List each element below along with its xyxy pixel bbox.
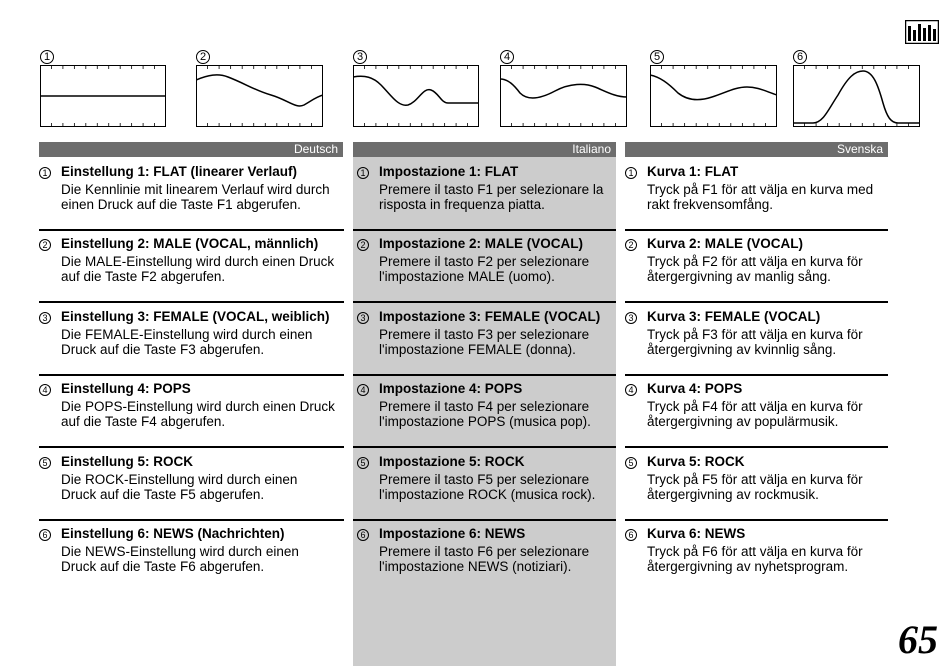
entry-separator	[39, 229, 344, 231]
entry-separator	[625, 446, 888, 448]
description-line: Premere il tasto F6 per selezionare	[379, 544, 590, 559]
entry-description	[647, 399, 863, 429]
entry-title: Impostazione 4: POPS	[379, 381, 523, 396]
entry-description	[379, 182, 603, 212]
male-curve-graph	[196, 65, 323, 127]
language-header-italiano: Italiano	[353, 142, 616, 157]
description-line: Tryck på F6 för att välja en kurva för	[647, 544, 863, 559]
description-line: återgergivning av kvinnlig sång.	[647, 342, 837, 357]
entry-separator	[625, 301, 888, 303]
entry-title: Impostazione 1: FLAT	[379, 164, 519, 179]
curve-number: 1	[40, 50, 54, 64]
entry-number: 5	[39, 457, 51, 469]
description-line: Tryck på F2 för att välja en kurva för	[647, 254, 863, 269]
curve-number: 2	[196, 50, 210, 64]
entry-description	[379, 327, 589, 357]
entry-separator	[353, 519, 616, 521]
female-curve-graph	[353, 65, 479, 127]
entry-number: 3	[357, 312, 369, 324]
entry-description	[647, 182, 873, 212]
curve-number: 4	[500, 50, 514, 64]
description-line: Die POPS-Einstellung wird durch einen Druck	[61, 399, 335, 414]
entry-title: Impostazione 2: MALE (VOCAL)	[379, 236, 584, 251]
entry-number: 2	[357, 239, 369, 251]
entry-description	[61, 544, 299, 574]
description-line: Druck auf die Taste F3 abgerufen.	[61, 342, 265, 357]
description-line: Premere il tasto F1 per selezionare la	[379, 182, 604, 197]
entry-title: Impostazione 5: ROCK	[379, 454, 525, 469]
entry-separator	[625, 229, 888, 231]
description-line: Die NEWS-Einstellung wird durch einen	[61, 544, 299, 559]
description-line: Druck auf die Taste F6 abgerufen.	[61, 559, 265, 574]
entry-title: Einstellung 2: MALE (VOCAL, männlich)	[61, 236, 319, 251]
entry-separator	[353, 446, 616, 448]
pops-curve-graph	[500, 65, 627, 127]
description-line: l'impostazione POPS (musica pop).	[379, 414, 591, 429]
entry-separator	[39, 374, 344, 376]
entry-title: Kurva 6: NEWS	[647, 526, 746, 541]
entry-separator	[353, 374, 616, 376]
entry-title: Kurva 2: MALE (VOCAL)	[647, 236, 804, 251]
entry-title: Kurva 1: FLAT	[647, 164, 739, 179]
description-line: Tryck på F1 för att välja en kurva med	[647, 182, 874, 197]
news-curve-graph	[793, 65, 920, 127]
entry-title: Einstellung 5: ROCK	[61, 454, 194, 469]
entry-separator	[39, 301, 344, 303]
entry-description	[61, 399, 335, 429]
entry-title: Einstellung 1: FLAT (linearer Verlauf)	[61, 164, 298, 179]
entry-title: Impostazione 6: NEWS	[379, 526, 526, 541]
entry-title: Einstellung 3: FEMALE (VOCAL, weiblich)	[61, 309, 330, 324]
entry-description	[379, 254, 589, 284]
description-line: Druck auf die Taste F5 abgerufen.	[61, 487, 265, 502]
entry-separator	[39, 446, 344, 448]
entry-separator	[39, 519, 344, 521]
description-line: l'impostazione ROCK (musica rock).	[379, 487, 596, 502]
entry-number: 4	[625, 384, 637, 396]
entry-number: 5	[357, 457, 369, 469]
entry-title: Einstellung 6: NEWS (Nachrichten)	[61, 526, 285, 541]
description-line: Tryck på F5 för att välja en kurva för	[647, 472, 863, 487]
curve-number: 5	[650, 50, 664, 64]
description-line: Premere il tasto F5 per selezionare	[379, 472, 590, 487]
entry-number: 6	[625, 529, 637, 541]
entry-number: 5	[625, 457, 637, 469]
description-line: Premere il tasto F2 per selezionare	[379, 254, 590, 269]
entry-number: 2	[625, 239, 637, 251]
entry-description	[647, 544, 863, 574]
description-line: Die FEMALE-Einstellung wird durch einen	[61, 327, 313, 342]
language-header-svenska: Svenska	[625, 142, 888, 157]
entry-number: 3	[39, 312, 51, 324]
curve-number: 6	[793, 50, 807, 64]
entry-title: Kurva 3: FEMALE (VOCAL)	[647, 309, 821, 324]
entry-description	[647, 327, 863, 357]
entry-description	[379, 544, 589, 574]
description-line: risposta in frequenza piatta.	[379, 197, 545, 212]
entry-number: 6	[357, 529, 369, 541]
description-line: Tryck på F3 för att välja en kurva för	[647, 327, 863, 342]
entry-number: 4	[357, 384, 369, 396]
description-line: l'impostazione FEMALE (donna).	[379, 342, 576, 357]
flat-curve-graph	[40, 65, 166, 127]
curve-number: 3	[353, 50, 367, 64]
entry-description	[647, 254, 863, 284]
description-line: Tryck på F4 för att välja en kurva för	[647, 399, 863, 414]
language-header-deutsch: Deutsch	[39, 142, 343, 157]
description-line: Premere il tasto F3 per selezionare	[379, 327, 590, 342]
entry-description	[61, 182, 330, 212]
entry-separator	[625, 519, 888, 521]
equalizer-icon	[905, 20, 939, 44]
description-line: Premere il tasto F4 per selezionare	[379, 399, 590, 414]
rock-curve-graph	[650, 65, 777, 127]
entry-description	[647, 472, 863, 502]
entry-separator	[353, 229, 616, 231]
description-line: rakt frekvensomfång.	[647, 197, 774, 212]
entry-title: Kurva 5: ROCK	[647, 454, 745, 469]
page-number: 65	[898, 617, 938, 662]
entry-description	[379, 472, 595, 502]
description-line: einen Druck auf die Taste F1 abgerufen.	[61, 197, 301, 212]
description-line: Die Kennlinie mit linearem Verlauf wird durch	[61, 182, 330, 197]
entry-number: 2	[39, 239, 51, 251]
entry-number: 3	[625, 312, 637, 324]
description-line: återgergivning av rockmusik.	[647, 487, 819, 502]
entry-number: 6	[39, 529, 51, 541]
description-line: återgergivning av manlig sång.	[647, 269, 831, 284]
entry-title: Impostazione 3: FEMALE (VOCAL)	[379, 309, 601, 324]
description-line: l'impostazione NEWS (notiziari).	[379, 559, 572, 574]
entry-number: 4	[39, 384, 51, 396]
description-line: l'impostazione MALE (uomo).	[379, 269, 555, 284]
entry-description	[61, 254, 334, 284]
entry-description	[61, 472, 297, 502]
entry-number: 1	[357, 167, 369, 179]
description-line: återgergivning av nyhetsprogram.	[647, 559, 849, 574]
description-line: auf die Taste F4 abgerufen.	[61, 414, 226, 429]
entry-description	[379, 399, 591, 429]
entry-separator	[353, 301, 616, 303]
entry-title: Einstellung 4: POPS	[61, 381, 191, 396]
entry-description	[61, 327, 312, 357]
entry-title: Kurva 4: POPS	[647, 381, 743, 396]
description-line: Die MALE-Einstellung wird durch einen Druck	[61, 254, 335, 269]
entry-separator	[625, 374, 888, 376]
description-line: återgergivning av populärmusik.	[647, 414, 839, 429]
entry-number: 1	[625, 167, 637, 179]
description-line: auf die Taste F2 abgerufen.	[61, 269, 226, 284]
entry-number: 1	[39, 167, 51, 179]
description-line: Die ROCK-Einstellung wird durch einen	[61, 472, 298, 487]
